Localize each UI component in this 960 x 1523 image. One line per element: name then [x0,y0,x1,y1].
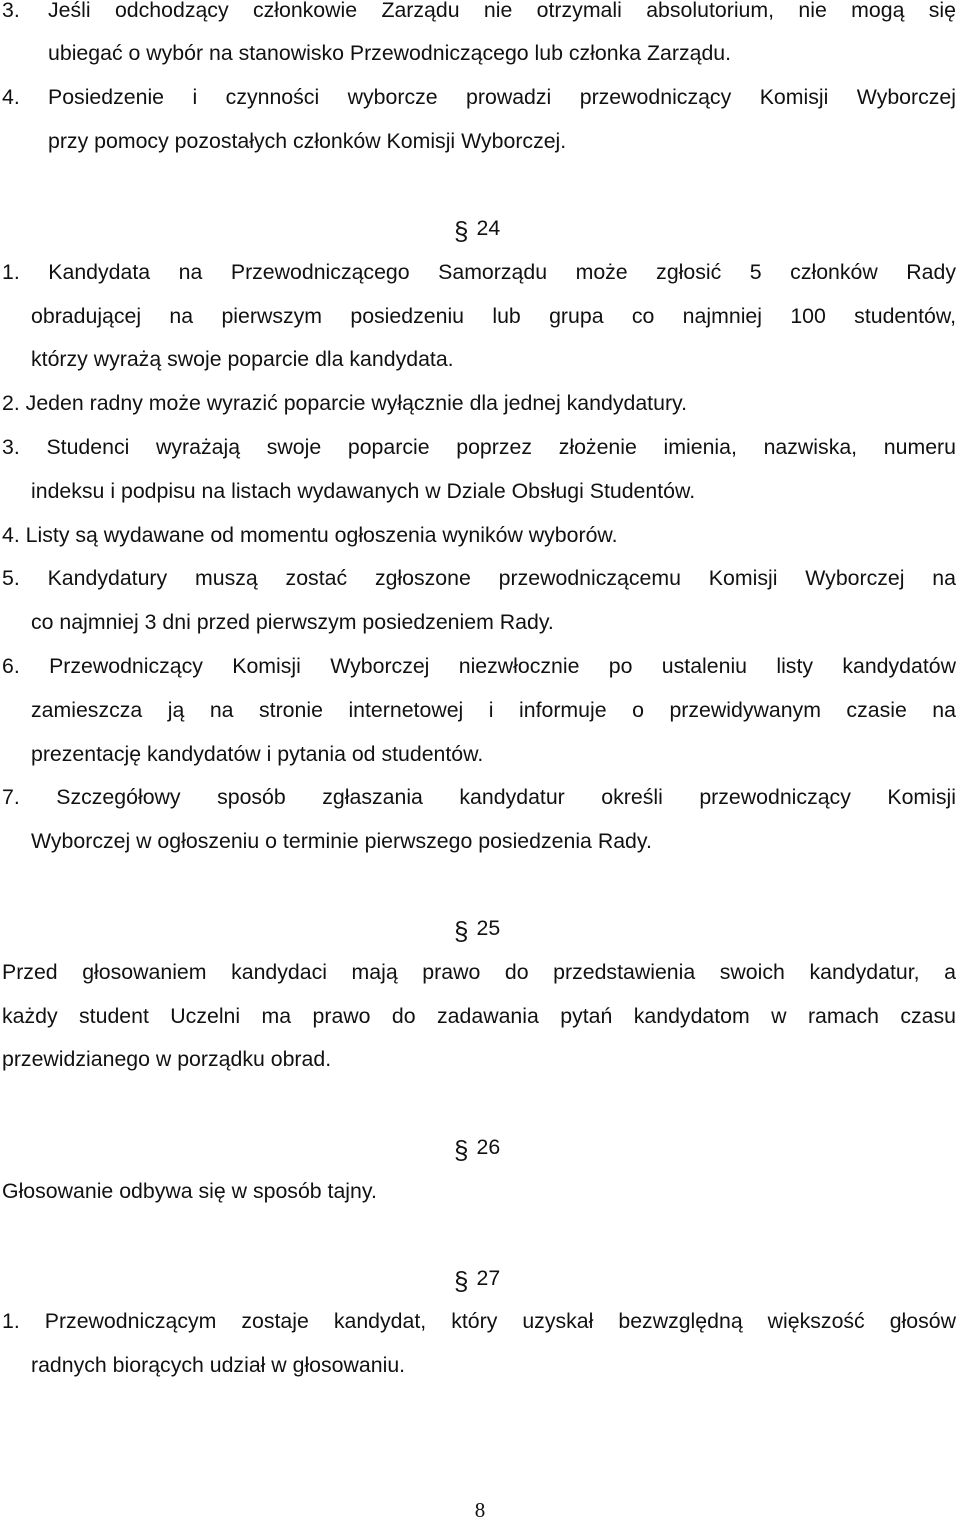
text-line: którzy wyrażą swoje poparcie dla kandydata. [31,347,454,371]
section-number: 26 [476,1135,501,1159]
text-line: Głosowanie odbywa się w sposób tajny. [2,1179,377,1203]
text-line: 1. Kandydata na Przewodniczącego Samorządu może zgłosić 5 członków Rady [2,260,956,284]
section-symbol: § [454,1266,469,1296]
text-line: obradującej na pierwszym posiedzeniu lub grupa co najmniej 100 studentów, [31,304,956,328]
text-line: 3. Studenci wyrażają swoje poparcie poprzez złożenie imienia, nazwiska, numeru [2,435,956,459]
text-line: 7. Szczegółowy sposób zgłaszania kandydatur określi przewodniczący Komisji [2,785,956,809]
text-line: 5. Kandydatury muszą zostać zgłoszone przewodniczącemu Komisji Wyborczej na [2,566,956,590]
text-line: przewidzianego w porządku obrad. [2,1047,332,1071]
text-line: przy pomocy pozostałych członków Komisji Wyborczej. [48,129,567,153]
section-number: 24 [476,216,501,240]
item-number: 4. [2,85,20,109]
section-symbol: § [454,1135,469,1165]
section-heading-25 [454,915,500,944]
section-number: 25 [476,916,501,940]
text-line: radnych biorących udział w głosowaniu. [31,1353,406,1377]
page-number: 8 [474,1498,486,1522]
text-line: 1. Przewodniczącym zostaje kandydat, który uzyskał bezwzględną większość głosów [2,1309,956,1333]
text-line: indeksu i podpisu na listach wydawanych w Dziale Obsługi Studentów. [31,479,696,503]
section-heading-24 [454,215,500,244]
text-line: Przed głosowaniem kandydaci mają prawo do przedstawienia swoich kandydatur, a [2,960,956,984]
section-symbol: § [454,916,469,946]
text-line: 4. Listy są wydawane od momentu ogłoszenia wyników wyborów. [2,523,618,547]
text-line: Wyborczej w ogłoszeniu o terminie pierwszego posiedzenia Rady. [31,829,652,853]
text-line: 6. Przewodniczący Komisji Wyborczej niezwłocznie po ustaleniu listy kandydatów [2,654,956,678]
item-text: Posiedzenie i czynności wyborcze prowadzi przewodniczący Komisji Wyborczej [48,85,956,109]
section-number: 27 [476,1266,501,1290]
text-line: co najmniej 3 dni przed pierwszym posiedzeniem Rady. [31,610,554,634]
text-line: 2. Jeden radny może wyrazić poparcie wyłącznie dla jednej kandydatury. [2,391,688,415]
section-heading-27 [454,1265,500,1294]
section-symbol: § [454,216,469,246]
text-line: prezentację kandydatów i pytania od studentów. [31,742,484,766]
text-line: każdy student Uczelni ma prawo do zadawania pytań kandydatom w ramach czasu [2,1004,956,1028]
text-line: zamieszcza ją na stronie internetowej i informuje o przewidywanym czasie na [31,698,956,722]
item-number: 3. [2,0,20,22]
section-heading-26 [454,1134,500,1163]
item-text: Jeśli odchodzący członkowie Zarządu nie otrzymali absolutorium, nie mogą się [48,0,956,22]
text-line: ubiegać o wybór na stanowisko Przewodniczącego lub członka Zarządu. [48,41,732,65]
